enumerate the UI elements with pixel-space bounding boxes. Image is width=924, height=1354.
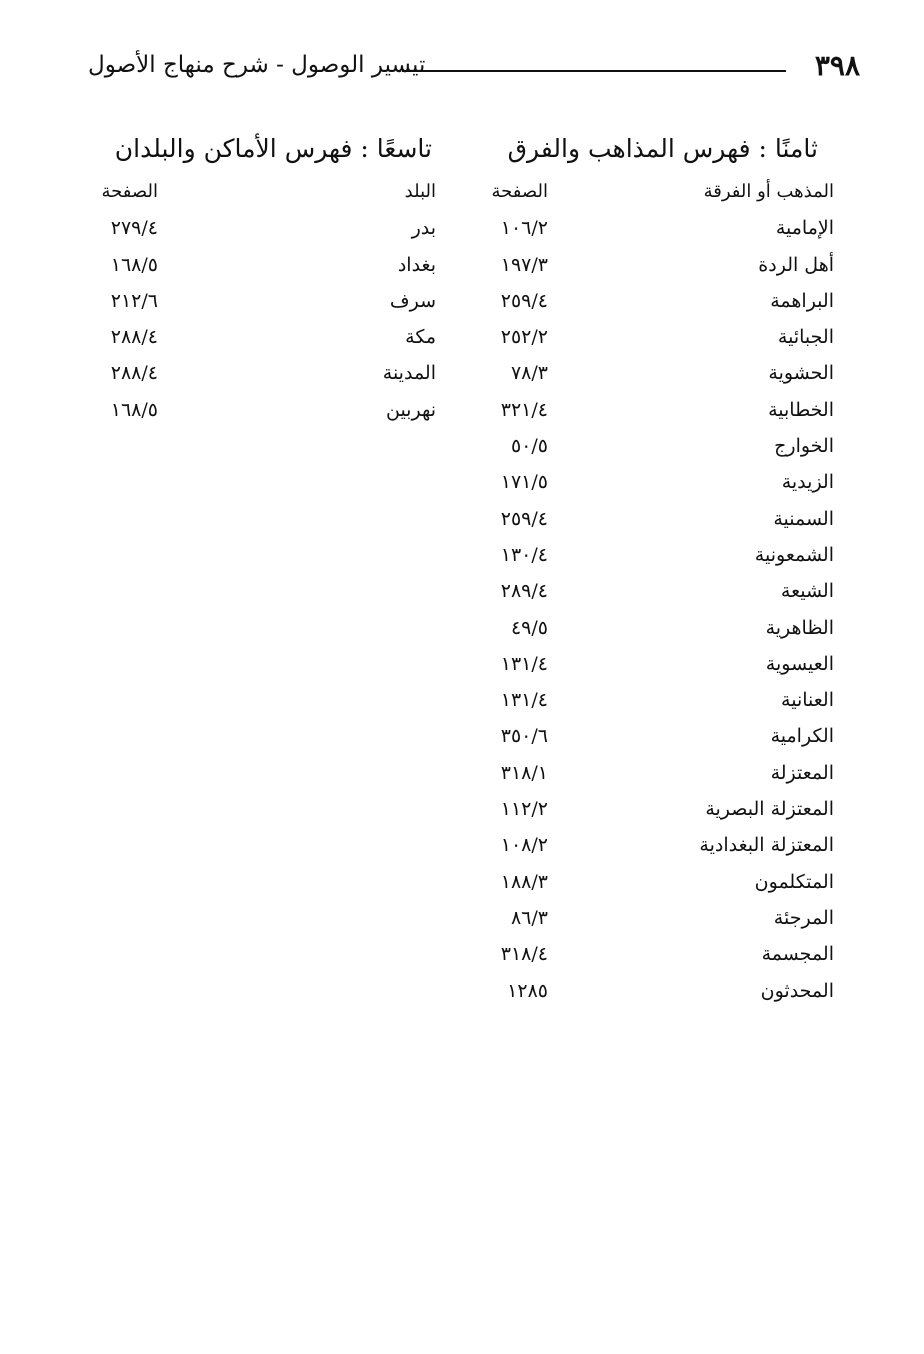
sects-col-page-header: الصفحة: [491, 181, 548, 202]
sects-rows: [470, 216, 834, 1015]
entry-page-ref: ٨٦/٣: [510, 906, 548, 929]
entry-name: الكرامية: [770, 725, 834, 748]
entry-page-ref: ٤٩/٥: [510, 616, 548, 639]
table-row: [470, 942, 834, 978]
entry-page-ref: ٢٥٢/٢: [500, 326, 548, 349]
entry-page-ref: ١٣٠/٤: [500, 543, 548, 566]
entry-page-ref: ١٠٦/٢: [500, 217, 548, 240]
table-row: [470, 543, 834, 579]
header-rule: [402, 70, 786, 72]
entry-name: بغداد: [397, 253, 436, 276]
entry-name: المرجئة: [773, 906, 834, 929]
table-row: [470, 398, 834, 434]
places-index-title: تاسعًا : فهرس الأماكن والبلدان: [114, 134, 432, 163]
table-row: [470, 579, 834, 615]
entry-page-ref: ١١٢/٢: [500, 798, 548, 821]
entry-name: السمنية: [773, 507, 834, 530]
sects-index-table: [470, 180, 834, 1015]
table-row: [88, 289, 436, 325]
entry-name: المتكلمون: [754, 870, 834, 893]
entry-page-ref: ٢٨٨/٤: [110, 362, 158, 385]
page-number: ٣٩٨: [814, 49, 860, 82]
entry-name: الجبائية: [777, 326, 834, 349]
entry-name: المعتزلة: [770, 761, 834, 784]
places-header-row: [88, 180, 436, 216]
entry-name: الحشوية: [768, 362, 834, 385]
entry-name: سرف: [389, 289, 436, 312]
entry-page-ref: ١٢٨٥: [507, 979, 548, 1002]
table-row: [470, 507, 834, 543]
entry-page-ref: ٣٥٠/٦: [500, 725, 548, 748]
entry-name: نهربين: [385, 398, 436, 421]
entry-name: أهل الردة: [758, 253, 834, 276]
table-row: [470, 616, 834, 652]
entry-page-ref: ١٩٧/٣: [500, 253, 548, 276]
places-rows: [88, 216, 436, 434]
entry-page-ref: ٧٨/٣: [510, 362, 548, 385]
table-row: [88, 325, 436, 361]
table-row: [470, 761, 834, 797]
table-row: [470, 361, 834, 397]
places-col-name-header: البلد: [404, 181, 436, 202]
entry-name: المعتزلة البصرية: [705, 798, 834, 821]
entry-page-ref: ١٣١/٤: [500, 689, 548, 712]
table-row: [470, 724, 834, 760]
table-row: [470, 979, 834, 1015]
entry-name: الإمامية: [775, 217, 834, 240]
sects-header-row: [470, 180, 834, 216]
entry-page-ref: ٢٥٩/٤: [500, 507, 548, 530]
entry-page-ref: ١٣١/٤: [500, 652, 548, 675]
entry-page-ref: ١٠٨/٢: [500, 834, 548, 857]
entry-page-ref: ٢٨٩/٤: [500, 580, 548, 603]
table-row: [470, 434, 834, 470]
table-row: [470, 688, 834, 724]
table-row: [470, 216, 834, 252]
table-row: [88, 398, 436, 434]
table-row: [470, 833, 834, 869]
table-row: [470, 325, 834, 361]
entry-page-ref: ٢٨٨/٤: [110, 326, 158, 349]
entry-page-ref: ١٨٨/٣: [500, 870, 548, 893]
entry-name: المحدثون: [760, 979, 834, 1002]
entry-name: المدينة: [382, 362, 436, 385]
places-col-page-header: الصفحة: [101, 181, 158, 202]
entry-name: العيسوية: [765, 652, 834, 675]
running-title: تيسير الوصول - شرح منهاج الأصول: [88, 52, 426, 78]
places-index-table: [88, 180, 436, 434]
entry-name: الشيعة: [780, 580, 834, 603]
entry-page-ref: ٢٥٩/٤: [500, 289, 548, 312]
entry-name: بدر: [411, 217, 436, 240]
entry-name: البراهمة: [770, 289, 834, 312]
entry-page-ref: ١٦٨/٥: [110, 253, 158, 276]
entry-name: الخوارج: [774, 435, 834, 458]
entry-page-ref: ٣٢١/٤: [500, 398, 548, 421]
table-row: [88, 216, 436, 252]
table-row: [88, 361, 436, 397]
entry-name: المجسمة: [761, 943, 834, 966]
entry-name: الشمعونية: [754, 543, 834, 566]
table-row: [470, 906, 834, 942]
entry-page-ref: ٢٧٩/٤: [110, 217, 158, 240]
entry-page-ref: ٢١٢/٦: [110, 289, 158, 312]
entry-name: الخطابية: [768, 398, 834, 421]
entry-page-ref: ٣١٨/١: [500, 761, 548, 784]
table-row: [470, 870, 834, 906]
table-row: [470, 470, 834, 506]
sects-col-name-header: المذهب أو الفرقة: [703, 181, 834, 202]
entry-name: الزيدية: [781, 471, 834, 494]
entry-name: المعتزلة البغدادية: [699, 834, 834, 857]
entry-page-ref: ١٦٨/٥: [110, 398, 158, 421]
sects-index-title: ثامنًا : فهرس المذاهب والفرق: [507, 134, 818, 163]
table-row: [470, 797, 834, 833]
entry-name: العنانية: [781, 689, 834, 712]
table-row: [470, 652, 834, 688]
table-row: [470, 289, 834, 325]
entry-page-ref: ٣١٨/٤: [500, 943, 548, 966]
entry-name: مكة: [405, 326, 436, 349]
table-row: [88, 253, 436, 289]
entry-page-ref: ٥٠/٥: [510, 435, 548, 458]
table-row: [470, 253, 834, 289]
entry-name: الظاهرية: [765, 616, 834, 639]
entry-page-ref: ١٧١/٥: [500, 471, 548, 494]
